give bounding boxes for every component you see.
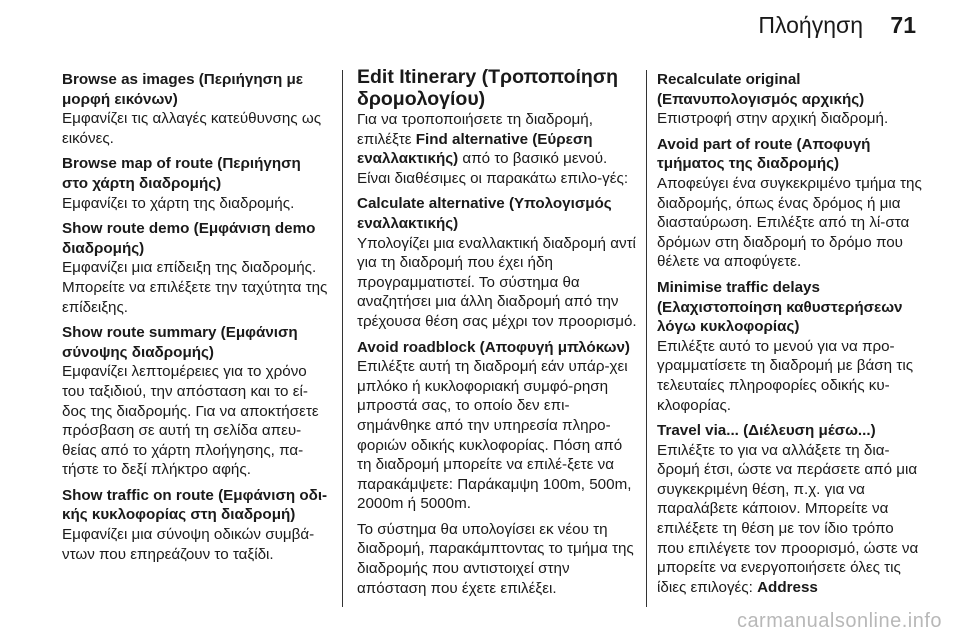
entry-text: Εμφανίζει το χάρτη της διαδρομής. (62, 194, 295, 212)
entry-browse-images (62, 70, 330, 148)
entry-route-demo (62, 219, 330, 317)
entry-text: Εμφανίζει μια σύνοψη οδικών συμβά-ντων που επηρεάζουν το ταξίδι. (62, 526, 315, 563)
intro-text-end: από το βασικό μενού. Είναι διαθέσιμες οι παρακάτω επιλο-γές: (357, 150, 629, 187)
column-divider-2 (646, 70, 647, 607)
entry-title: Calculate alternative (Υπολογισμός εναλλακτικής) (357, 195, 612, 232)
entry-traffic-on-route (62, 486, 330, 564)
section-title: Πλοήγηση (758, 12, 863, 38)
entry-title: Browse map of route (Περιήγηση στο χάρτη διαδρομής) (62, 155, 301, 192)
entry-calculate-alternative (357, 194, 639, 331)
entry-title: Travel via... (Διέλευση μέσω...) (657, 422, 876, 440)
column-1 (62, 70, 330, 570)
entry-travel-via (657, 421, 923, 597)
entry-text: Εμφανίζει μια επίδειξη της διαδρομής. Μπορείτε να επιλέξετε την ταχύτητα της επίδειξης. (62, 259, 328, 316)
entry-text: Επιστροφή στην αρχική διαδρομή. (657, 110, 889, 128)
section-heading: Edit Itinerary (Τροποποίηση δρομολογίου) (357, 66, 619, 110)
column-2 (357, 66, 639, 604)
entry-title: Avoid part of route (Αποφυγή τμήματος της διαδρομής) (657, 135, 871, 173)
entry-text: Επιλέξτε αυτή τη διαδρομή εάν υπάρ-χει μπλόκο ή κυκλοφοριακή συμφό-ρηση μπροστά σας, το οποίο δεν επι-σημάνθηκε από την υπηρεσία πληρο-φοριών οδικής κυκλοφορίας. Πόση από τη διαδρομή μπορείτε να επιλέ-ξετε να παρακάμψετε: Παράκαμψη 100m, 500m, 2000m ή 5000m. (357, 358, 632, 513)
entry-text (657, 441, 923, 598)
page-header (0, 0, 960, 52)
intro-bold-option: Find alternative (Εύρεση εναλλακτικής) (357, 130, 593, 168)
entry-browse-map (62, 154, 330, 213)
intro-paragraph (357, 110, 639, 188)
entry-text: Υπολογίζει μια εναλλακτική διαδρομή αντί για τη διαδρομή που έχει ήδη προγραμματιστεί. Το σύστημα θα αναζητήσει μια άλλη διαδρομή από την τρέχουσα θέση σας μέχρι τον προορισμό. (357, 234, 637, 330)
entry-avoid-part-of-route (657, 135, 923, 272)
entry-route-summary (62, 323, 330, 480)
entry-text: Εμφανίζει τις αλλαγές κατεύθυνσης ως εικόνες. (62, 110, 322, 147)
entry-title: Show route demo (Εμφάνιση demo διαδρομής) (62, 220, 316, 257)
entry-title: Browse as images (Περιήγηση με μορφή εικόνων) (62, 71, 303, 108)
entry-text-bold: Address (757, 578, 818, 596)
entry-title: Show route summary (Εμφάνιση σύνοψης διαδρομής) (62, 324, 298, 361)
page-number: 71 (890, 12, 916, 38)
entry-text: Εμφανίζει λεπτομέρειες για το χρόνο του ταξιδιού, την απόσταση και το εί-δος της διαδρομής. Για να αποκτήσετε πρόσβαση σε αυτή τη σελίδα απευ-θείας από το χάρτη πλοήγησης, πα-τήστε το δεξί πλήκτρο αφής. (62, 363, 319, 479)
entry-title: Avoid roadblock (Αποφυγή μπλόκων) (357, 338, 630, 356)
entry-text: Επιλέξτε αυτό το μενού για να προ-γραμματίσετε τη διαδρομή με βάση τις τελευταίες πληροφορίες οδικής κυ-κλοφορίας. (657, 337, 914, 414)
watermark: carmanualsonline.info (736, 610, 942, 632)
entry-text: Αποφεύγει ένα συγκεκριμένο τμήμα της διαδρομής, όπως ένας δρόμος ή μια διασταύρωση. Επιλέξτε από τη λί-στα δρόμων στη διαδρομή το δρόμο που θέλετε να αποφύγετε. (657, 174, 922, 271)
entry-title: Recalculate original (Επανυπολογισμός αρχικής) (657, 71, 865, 108)
entry-recalculate-original (657, 70, 923, 129)
entry-minimise-traffic-delays (657, 278, 923, 415)
column-3 (657, 70, 923, 603)
entry-title: Show traffic on route (Εμφάνιση οδι-κής κυκλοφορίας στη διαδρομή) (62, 486, 328, 524)
entry-title: Minimise traffic delays (Ελαχιστοποίηση καθυστερήσεων λόγω κυκλοφορίας) (657, 278, 903, 336)
entry-avoid-roadblock (357, 338, 639, 514)
intro-text: Για να τροποποιήσετε τη διαδρομή, επιλέξτε (357, 111, 593, 148)
column-divider-1 (342, 70, 343, 607)
page-footer (0, 606, 960, 642)
entry-text-body: Επιλέξτε το για να αλλάξετε τη δια-δρομή έτσι, ώστε να περάσετε από μια συγκεκριμένη θέση, π.χ. για να παραλάβετε κάποιον. Μπορείτε να επιλέξετε τη θέση με τον ίδιο τρόπο που επιλέγετε τον προορισμό, ώστε να μπορείτε να ενεργοποιήσετε όλες τις ίδιες επιλογές: (657, 441, 919, 596)
closing-paragraph: Το σύστημα θα υπολογίσει εκ νέου τη διαδρομή, παρακάμπτοντας το τμήμα της διαδρομής που αντιστοιχεί στην απόσταση που έχετε επιλέξει. (357, 520, 634, 597)
